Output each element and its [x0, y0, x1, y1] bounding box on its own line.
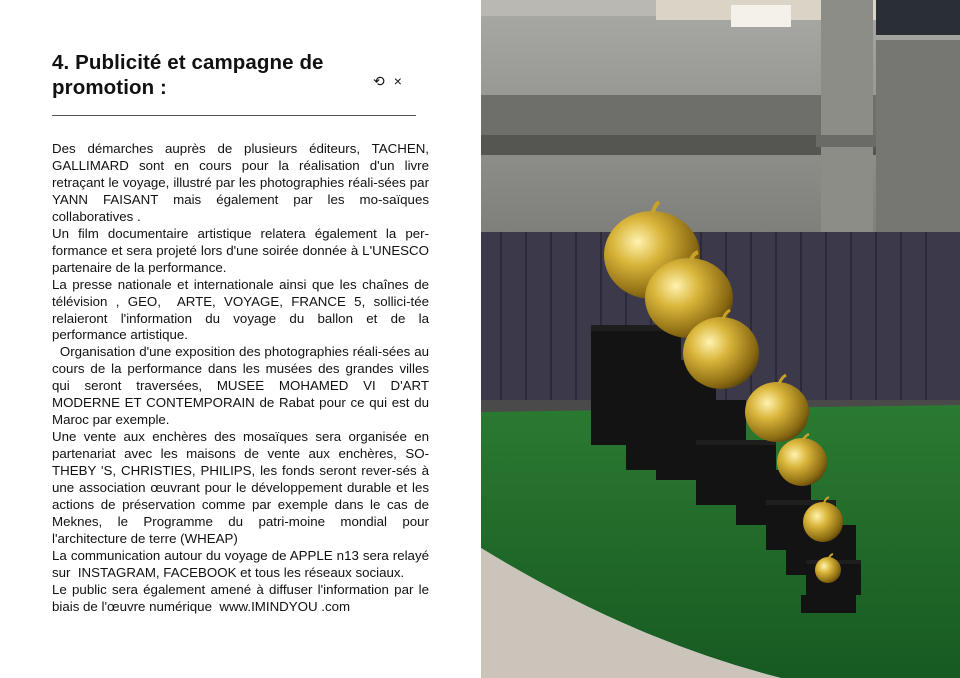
title-icons	[373, 73, 402, 89]
sculpture-photo	[481, 0, 960, 678]
paragraph-6: La communication autour du voyage de APPLE n13 sera relayé sur INSTAGRAM, FACEBOOK et tous les réseaux sociaux.	[52, 547, 433, 580]
body-text	[52, 141, 433, 616]
paragraph-2: Un film documentaire artistique relatera également la per-formance et sera projeté lors d'une soirée donnée à L'UNESCO partenaire de la performance.	[52, 225, 433, 275]
title-divider	[52, 115, 416, 116]
close-icon[interactable]: ×	[393, 73, 402, 89]
section-title: 4. Publicité et campagne de promotion :	[52, 51, 324, 99]
paragraph-7: Le public sera également amené à diffuser l'information par le biais de l'œuvre numérique www.IMINDYOU .com	[52, 581, 433, 614]
paragraph-1: Des démarches auprès de plusieurs éditeurs, TACHEN, GALLIMARD sont en cours pour la réalisation d'un livre retraçant le voyage, illustré par les photographies réali-sées par YANN FAISANT mais également par les mo-saïques collaboratives .	[52, 141, 433, 224]
rotate-icon[interactable]: ⟲	[373, 73, 385, 89]
paragraph-4: Organisation d'une exposition des photographies réali-sées au cours de la performance dans les musées des grandes villes qui seront traversées, MUSEE MOHAMED VI D'ART MODERNE ET CONTEMPORAIN de Rabat pour ce qui est du Maroc par exemple.	[52, 344, 433, 428]
paragraph-3: La presse nationale et internationale ainsi que les chaînes de télévision , GEO, ARTE, VOYAGE, FRANCE 5, sollici-tée relaieront l'information du voyage du ballon et de la performance artistique.	[52, 276, 433, 343]
paragraph-5: Une vente aux enchères des mosaïques sera organisée en partenariat avec les maisons de vente aux enchères, SO-THEBY 'S, CHRISTIES, PHILIPS, les fonds seront rever-sés à une association œuvrant pour le développement durable et les actions de préservation comme par exemple dans le cas de Meknes, le Programme du patri-moine mondial pour l'architecture de terre (WHEAP)	[52, 429, 433, 546]
photo-illustration	[481, 0, 960, 678]
concrete-pillar	[821, 0, 873, 250]
